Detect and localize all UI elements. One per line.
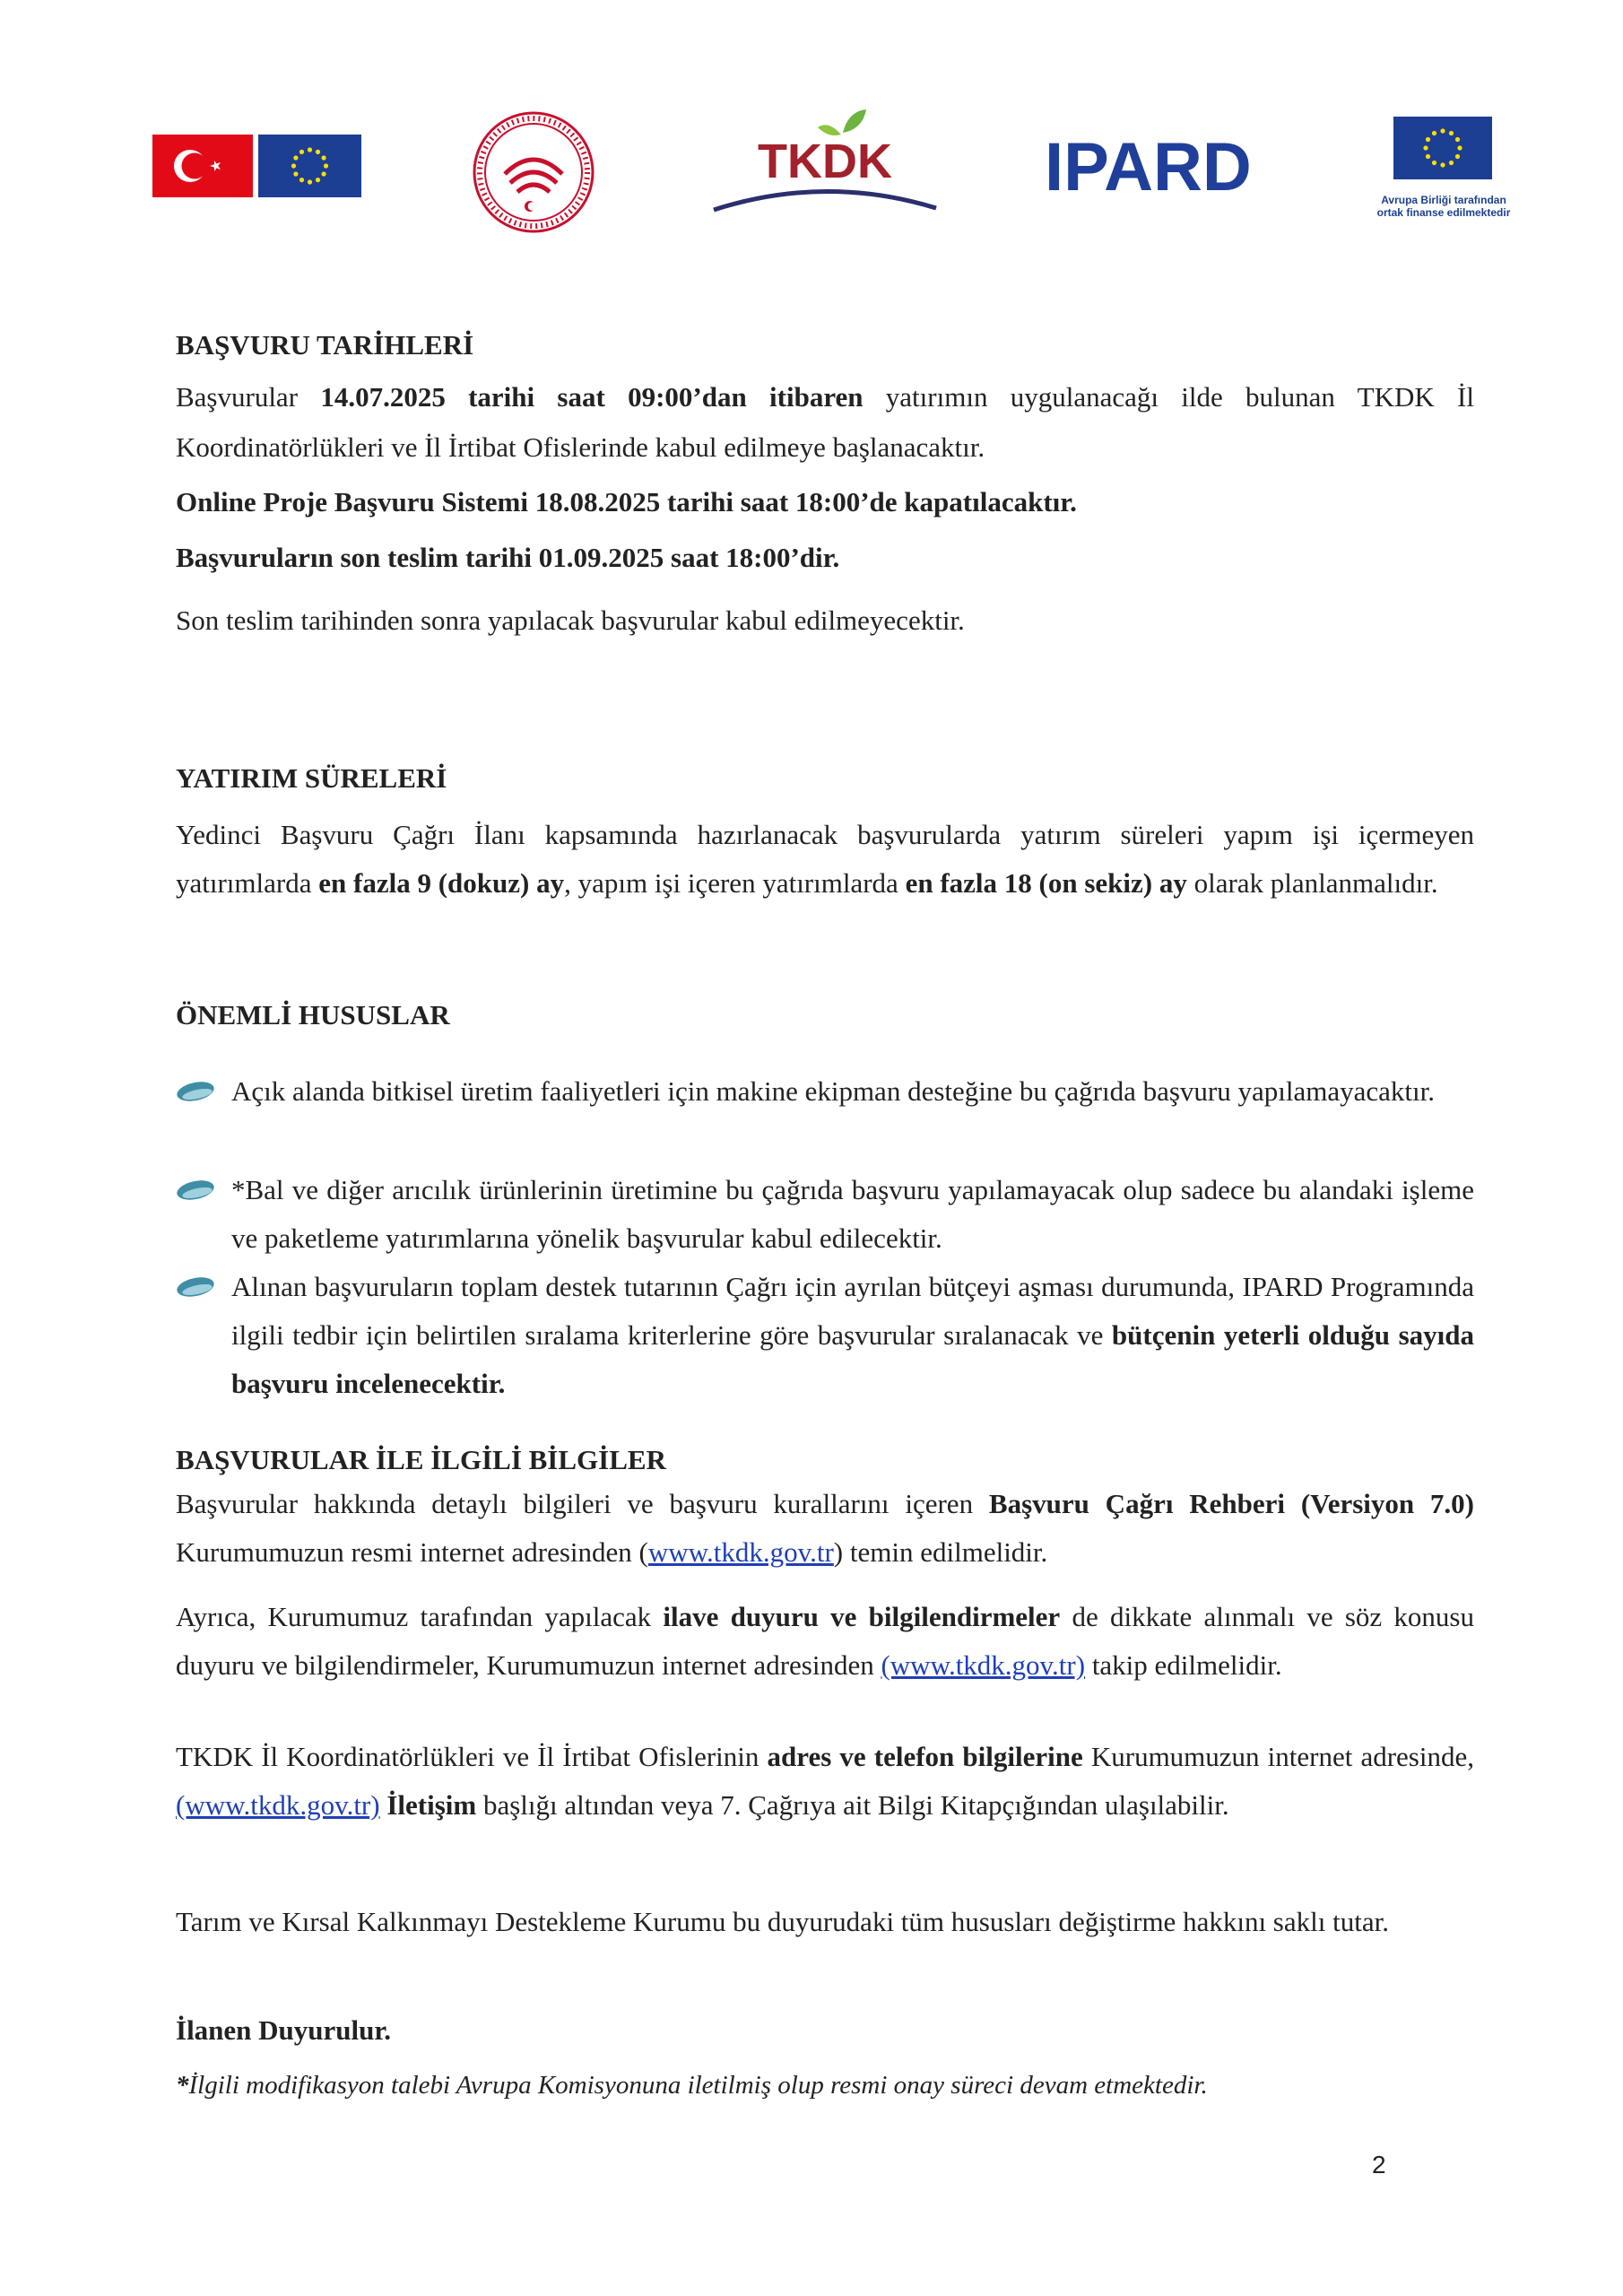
text-run: Alınan başvuruların toplam destek tutarının Çağrı için ayrılan bütçeyi aşması durumunda, IPARD Programında ilgili tedbir için belirtilen sıralama kriterlerine göre başvurular sıralanacak ve [231, 1271, 1474, 1351]
footnote-text: İlgili modifikasyon talebi Avrupa Komisyonuna iletilmiş olup resmi onay süreci devam etmektedir. [188, 2071, 1208, 2100]
text-run: Kurumumuzun internet adresinde, [1082, 1741, 1474, 1772]
text-run: Başvurular [176, 381, 321, 413]
bullet-text [231, 1263, 1474, 1408]
ipard-logo [1045, 126, 1260, 206]
text-run: olarak planlanmalıdır. [1186, 867, 1438, 899]
bold-run: ilave duyuru ve bilgilendirmeler [663, 1601, 1061, 1632]
tkdk-website-link[interactable]: (www.tkdk.gov.tr) [176, 1789, 380, 1821]
dates-paragraph-2: Online Proje Başvuru Sistemi 18.08.2025 tarihi saat 18:00’de kapatılacaktır. [176, 486, 1077, 517]
eu-caption-line2: ortak finanse edilmektedir [1376, 206, 1511, 219]
bold-run: 14.07.2025 tarihi saat 09:00’dan itibaren [320, 381, 864, 413]
section-heading-durations: YATIRIM SÜRELERİ [176, 762, 447, 794]
durations-paragraph [176, 811, 1474, 908]
text-run: , yapım işi içeren yatırımlarda [564, 867, 906, 899]
leaf-bullet-icon [176, 1080, 215, 1103]
eu-cofinance-logo [1354, 117, 1533, 224]
text-run: de dikkate alınmalı ve söz konusu duyuru ve bilgilendirmeler, Kurumumuzun internet adresinden [176, 1601, 1474, 1681]
tkdk-website-link[interactable]: www.tkdk.gov.tr [647, 1536, 834, 1568]
eu-flag-logo [258, 135, 361, 197]
bold-run: bütçenin yeterli olduğu sayıda başvuru incelenecektir. [231, 1319, 1475, 1399]
text-run: ) temin edilmelidir. [833, 1536, 1048, 1568]
page-number: 2 [1372, 2151, 1386, 2179]
text-run: TKDK İl Koordinatörlükleri ve İl İrtibat Ofislerinin [176, 1741, 768, 1772]
closing-line: İlanen Duyurulur. [176, 2014, 392, 2046]
text-run: Kurumumuzun resmi internet adresinden ( [176, 1536, 648, 1568]
bold-run: en fazla 18 (on sekiz) ay [905, 867, 1187, 899]
dates-paragraph-4: Son teslim tarihinden sonra yapılacak başvurular kabul edilmeyecektir. [176, 604, 965, 636]
info-paragraph-4: Tarım ve Kırsal Kalkınmayı Destekleme Kurumu bu duyurudaki tüm hususları değiştirme hakkını saklı tutar. [176, 1906, 1389, 1937]
header-logos [0, 99, 1623, 224]
text-run: Yedinci Başvuru Çağrı İlanı kapsamında hazırlanacak başvurularda yatırım süreleri yapım işi içermeyen yatırımlarda [176, 819, 1474, 899]
ministry-seal-logo [471, 109, 596, 235]
bold-run: Başvuru Çağrı Rehberi (Versiyon 7.0) [988, 1488, 1475, 1519]
svg-text:TKDK: TKDK [758, 135, 892, 188]
eu-caption [1354, 194, 1533, 219]
footnote-star: * [176, 2071, 189, 2100]
dates-paragraph-1 [176, 372, 1474, 473]
bold-run: en fazla 9 (dokuz) ay [318, 867, 565, 899]
turkey-flag-logo [152, 135, 253, 197]
info-paragraph-1 [176, 1480, 1474, 1577]
info-paragraph-3 [176, 1733, 1474, 1830]
section-heading-info: BAŞVURULAR İLE İLGİLİ BİLGİLER [176, 1444, 666, 1475]
dates-paragraph-3: Başvuruların son teslim tarihi 01.09.2025 saat 18:00’dir. [176, 542, 840, 573]
section-heading-important: ÖNEMLİ HUSUSLAR [176, 999, 450, 1031]
tkdk-logo [708, 104, 942, 221]
text-run: Başvurular hakkında detaylı bilgileri ve başvuru kurallarını içeren [176, 1488, 989, 1519]
footnote [176, 2063, 1474, 2108]
section-heading-dates: BAŞVURU TARİHLERİ [176, 329, 474, 361]
svg-text:IPARD: IPARD [1045, 129, 1252, 205]
bullet-text: Açık alanda bitkisel üretim faaliyetleri için makine ekipman desteğine bu çağrıda başvuru yapılamayacaktır. [231, 1075, 1435, 1107]
tkdk-website-link[interactable]: (www.tkdk.gov.tr) [881, 1649, 1086, 1681]
bold-run: adres ve telefon bilgilerine [767, 1741, 1083, 1772]
text-run: yatırımın uygulanacağı ilde bulunan TKDK İl Koordinatörlükleri ve İl İrtibat Ofislerinde kabul edilmeye başlanacaktır. [176, 381, 1474, 463]
leaf-bullet-icon [176, 1178, 215, 1202]
bold-run: İletişim [386, 1789, 477, 1821]
text-run: Ayrıca, Kurumumuz tarafından yapılacak [176, 1601, 664, 1632]
leaf-bullet-icon [176, 1275, 215, 1299]
text-run: takip edilmelidir. [1085, 1649, 1282, 1681]
eu-caption-line1: Avrupa Birliği tarafından [1381, 194, 1506, 206]
info-paragraph-2 [176, 1593, 1474, 1690]
bullet-text: *Bal ve diğer arıcılık ürünlerinin üretimine bu çağrıda başvuru yapılamayacak olup sadece bu alandaki işleme ve paketleme yatırımlarına yönelik başvurular kabul edilecektir. [231, 1174, 1474, 1254]
text-run: başlığı altından veya 7. Çağrıya ait Bilgi Kitapçığından ulaşılabilir. [476, 1789, 1229, 1821]
